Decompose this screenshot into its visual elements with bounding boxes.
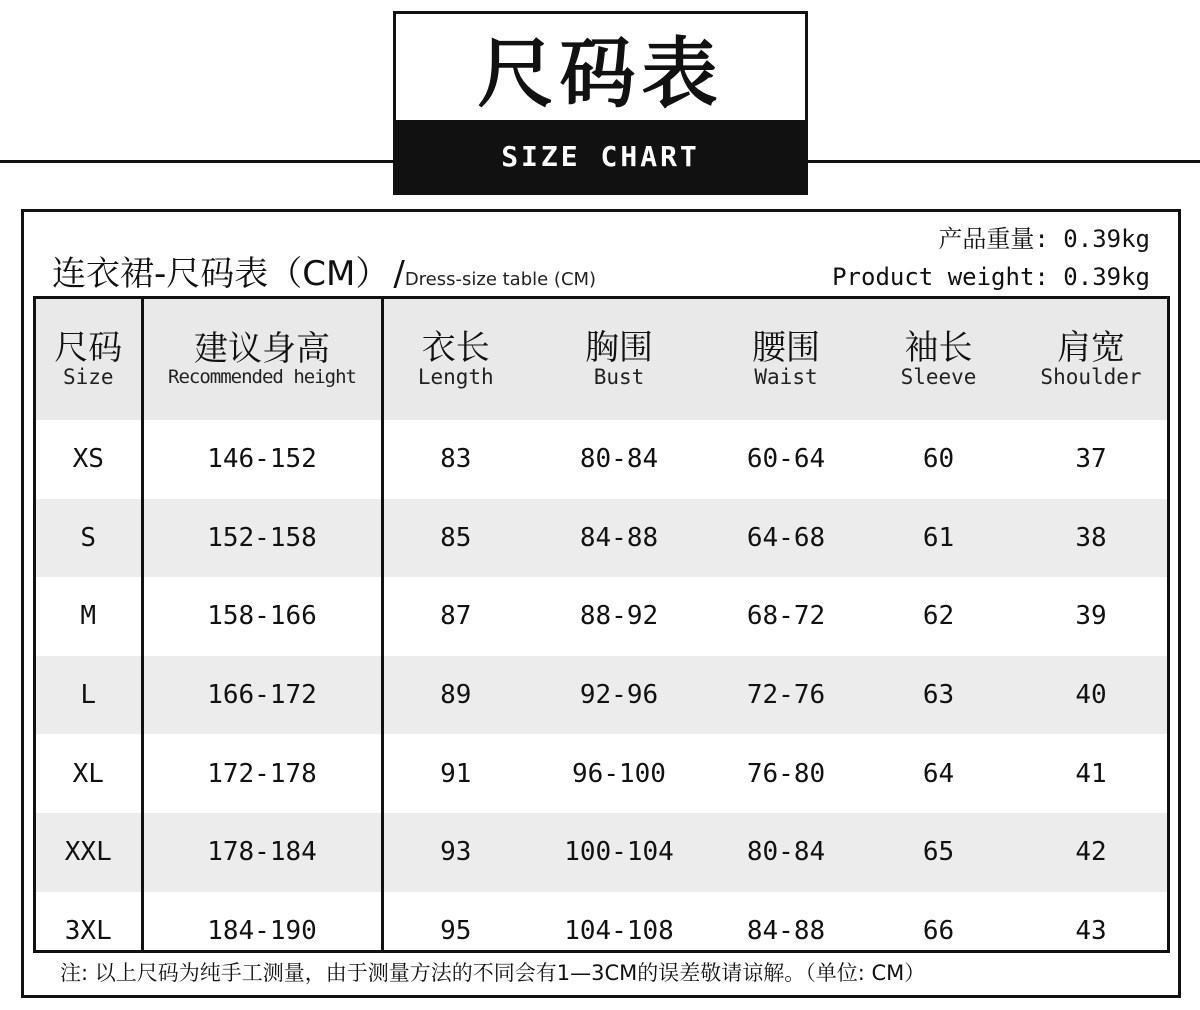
header-size-cn: 尺码 [54, 328, 123, 368]
cell-waist: 76-80 [746, 758, 826, 789]
divider-line-right [806, 160, 1200, 163]
product-weight-cn: 产品重量: 0.39kg [938, 225, 1150, 253]
table-row [36, 892, 1167, 953]
cell-height: 172-178 [142, 734, 382, 813]
header-bust-en: Bust [593, 365, 645, 389]
cell-waist: 80-84 [746, 837, 826, 868]
table-row [36, 577, 1167, 656]
cell-shoulder: 38 [1075, 522, 1107, 553]
cell-shoulder: 37 [1075, 444, 1107, 475]
cell-size: M [36, 577, 142, 656]
cell-bust: 96-100 [572, 758, 666, 789]
header-size-en: Size [62, 365, 114, 389]
table-title-en: Dress-size table (CM) [404, 269, 597, 290]
header-sleeve-cn: 袖长 [904, 328, 973, 368]
cell-size: XS [36, 420, 142, 499]
header-length-cn: 衣长 [421, 328, 490, 368]
table-title [52, 246, 596, 295]
banner-title-cn: 尺码表 [477, 28, 724, 118]
cell-sleeve: 64 [922, 758, 955, 789]
header-length [382, 299, 528, 420]
cell-height: 178-184 [142, 813, 382, 892]
cell-waist: 60-64 [746, 444, 826, 475]
cell-waist: 84-88 [746, 915, 826, 946]
header-size [36, 299, 142, 420]
cell-shoulder: 42 [1075, 837, 1107, 868]
cell-sleeve: 61 [922, 522, 955, 553]
cell-length: 83 [440, 444, 472, 475]
table-title-cn: 连衣裙-尺码表（CM） [52, 254, 390, 294]
cell-sleeve: 66 [922, 915, 955, 946]
cell-height: 152-158 [142, 499, 382, 578]
cell-shoulder: 41 [1075, 758, 1107, 789]
header-height-en: Recommended height [168, 366, 356, 388]
table-row [36, 734, 1167, 813]
cell-size: XL [36, 734, 142, 813]
size-chart-banner [393, 11, 808, 195]
header-bust [528, 299, 710, 420]
cell-sleeve: 63 [922, 680, 955, 711]
header-length-en: Length [417, 365, 494, 389]
header-sleeve [862, 299, 1015, 420]
table-header-row [36, 299, 1167, 420]
table-row [36, 499, 1167, 578]
cell-sleeve: 62 [922, 601, 955, 632]
cell-size: L [36, 656, 142, 735]
table-row [36, 813, 1167, 892]
product-weight [832, 220, 1150, 296]
table-row [36, 656, 1167, 735]
cell-sleeve: 60 [922, 444, 955, 475]
header-waist-en: Waist [754, 365, 818, 389]
header-shoulder-en: Shoulder [1040, 365, 1142, 389]
cell-height: 158-166 [142, 577, 382, 656]
cell-length: 91 [440, 758, 472, 789]
cell-shoulder: 43 [1075, 915, 1107, 946]
cell-waist: 64-68 [746, 522, 826, 553]
cell-bust: 88-92 [579, 601, 659, 632]
cell-length: 85 [440, 522, 472, 553]
size-table [36, 299, 1169, 953]
cell-bust: 100-104 [564, 837, 674, 868]
cell-height: 166-172 [142, 656, 382, 735]
cell-length: 95 [440, 915, 472, 946]
header-height [142, 299, 382, 420]
divider-line-left [0, 160, 395, 163]
header-bust-cn: 胸围 [585, 328, 653, 368]
cell-waist: 68-72 [746, 601, 826, 632]
cell-size: XXL [36, 813, 142, 892]
cell-length: 93 [440, 837, 472, 868]
header-height-cn: 建议身高 [194, 329, 330, 369]
size-table-frame [33, 296, 1170, 953]
table-row [36, 420, 1167, 499]
size-table-card [21, 209, 1181, 998]
header-shoulder-cn: 肩宽 [1057, 328, 1125, 368]
header-waist-cn: 腰围 [752, 328, 820, 368]
cell-size: S [36, 499, 142, 578]
product-weight-en: Product weight: 0.39kg [832, 263, 1150, 291]
cell-shoulder: 39 [1075, 601, 1107, 632]
measurement-note: 注: 以上尺码为纯手工测量，由于测量方法的不同会有1—3CM的误差敬请谅解。（单位: CM） [60, 961, 926, 985]
cell-size: 3XL [36, 892, 142, 953]
cell-sleeve: 65 [922, 837, 955, 868]
cell-height: 146-152 [142, 420, 382, 499]
cell-bust: 104-108 [564, 915, 674, 946]
banner-title-en: SIZE CHART [396, 120, 805, 192]
header-sleeve-en: Sleeve [900, 365, 977, 389]
cell-length: 89 [440, 680, 472, 711]
cell-waist: 72-76 [746, 680, 826, 711]
cell-bust: 84-88 [579, 522, 659, 553]
header-waist [710, 299, 862, 420]
cell-length: 87 [440, 601, 472, 632]
cell-bust: 92-96 [579, 680, 659, 711]
cell-bust: 80-84 [579, 444, 659, 475]
table-title-slash: / [393, 254, 405, 294]
cell-shoulder: 40 [1075, 680, 1107, 711]
header-shoulder [1015, 299, 1167, 420]
cell-height: 184-190 [142, 892, 382, 953]
